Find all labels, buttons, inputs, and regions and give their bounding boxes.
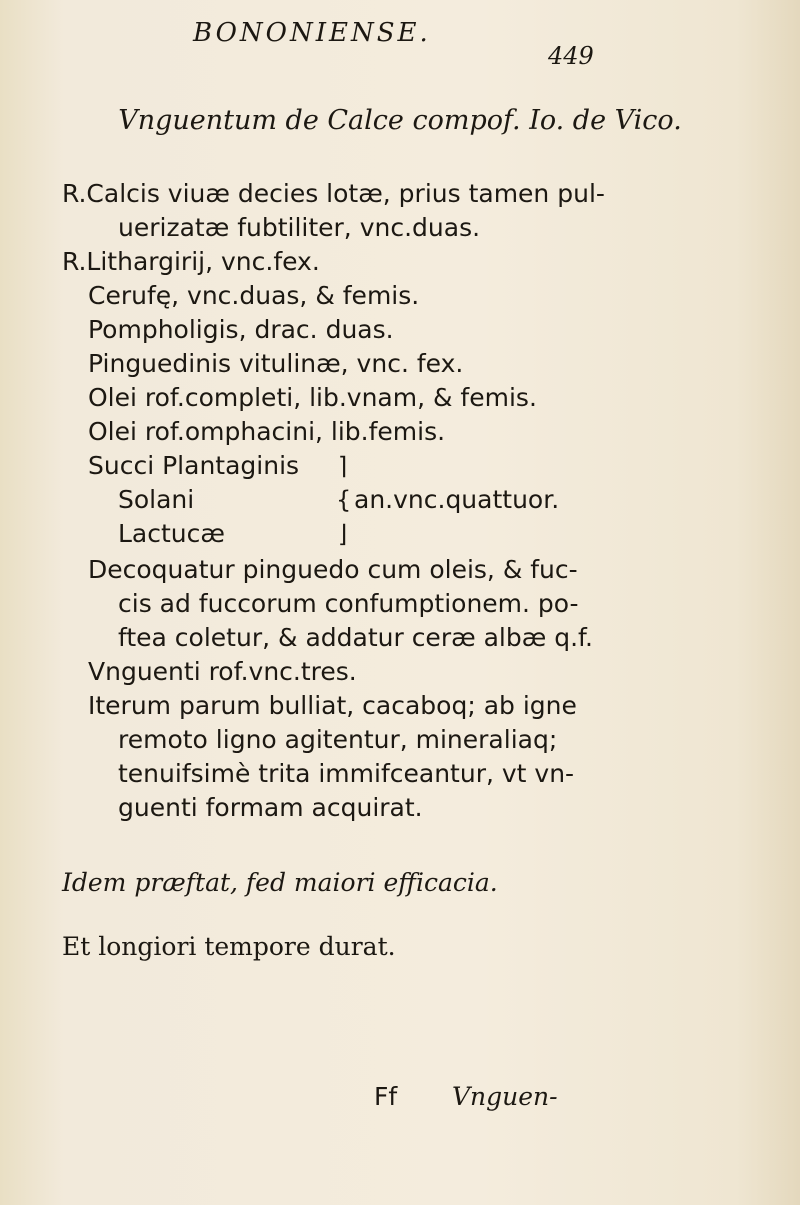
text-line: R.Lithargirij, vnc.fex. [62, 247, 320, 276]
text-line: Vnguenti rof.vnc.tres. [88, 657, 357, 686]
text-line: Succi Plantaginis [88, 451, 300, 480]
text-line: Cerufę, vnc.duas, & femis. [88, 281, 420, 310]
catchword: Vnguen- [452, 1082, 558, 1111]
bracket-icon: ⌋ [338, 520, 348, 548]
bracket-icon: { [336, 486, 352, 514]
text-line: Decoquatur pinguedo cum oleis, & fuc- [88, 555, 578, 584]
running-head: BONONIENSE. [193, 18, 431, 48]
text-line: Iterum parum bulliat, cacaboq; ab igne [88, 691, 577, 720]
recipe-title: Vnguentum de Calce compof. Io. de Vico. [118, 105, 682, 136]
closing-note-italic: Idem præftat, fed maiori efficacia. [62, 868, 498, 897]
text-line: Solani [118, 485, 195, 514]
text-line: R.Calcis viuæ decies lotæ, prius tamen pul- [62, 179, 605, 208]
text-line: Olei rof.completi, lib.vnam, & femis. [88, 383, 537, 412]
text-line: cis ad fuccorum confumptionem. po- [118, 589, 579, 618]
signature-mark: Ff [374, 1082, 398, 1111]
closing-note: Et longiori tempore durat. [62, 932, 396, 961]
bracket-icon: ⌉ [338, 452, 348, 480]
text-line: guenti formam acquirat. [118, 793, 423, 822]
text-line: tenuifsimè trita immifceantur, vt vn- [118, 759, 575, 788]
text-line: uerizatæ fubtiliter, vnc.duas. [118, 213, 481, 242]
bracket-note: an.vnc.quattuor. [354, 485, 560, 514]
text-line: Lactucæ [118, 519, 225, 548]
text-line: Olei rof.omphacini, lib.femis. [88, 417, 446, 446]
page-number: 449 [548, 42, 594, 70]
text-line: Pinguedinis vitulinæ, vnc. fex. [88, 349, 464, 378]
text-line: Pompholigis, drac. duas. [88, 315, 394, 344]
text-line: remoto ligno agitentur, mineraliaq; [118, 725, 558, 754]
text-line: ftea coletur, & addatur ceræ albæ q.f. [118, 623, 593, 652]
